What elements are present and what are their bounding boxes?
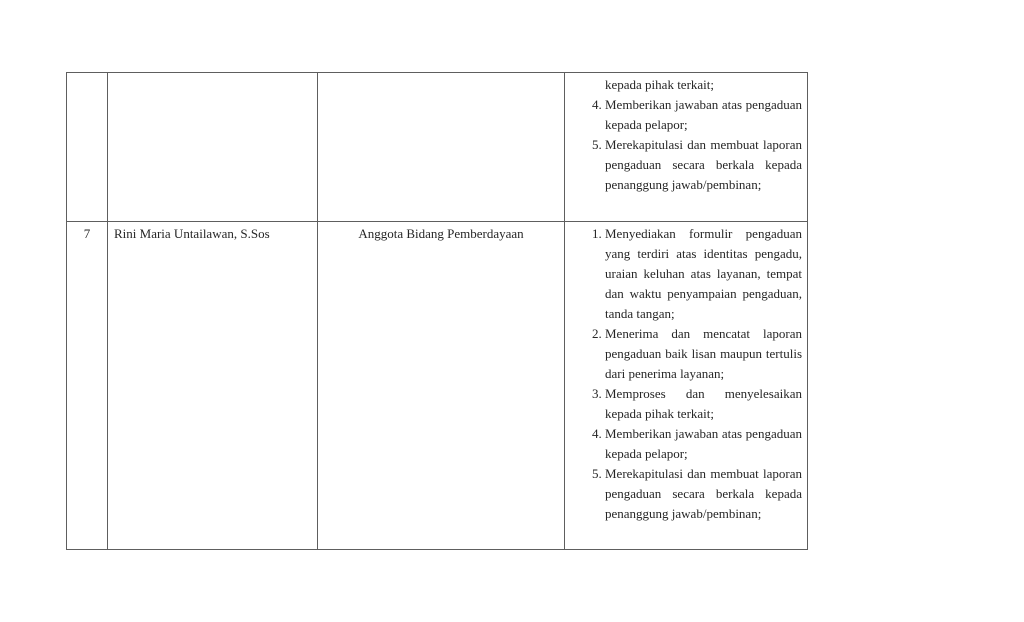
cell-name: Rini Maria Untailawan, S.Sos (108, 222, 318, 550)
cell-position: Anggota Bidang Pemberdayaan (318, 222, 565, 550)
cell-duties (565, 222, 808, 550)
duty-item: 5. Merekapitulasi dan membuat laporan pengaduan secara berkala kepada penanggung jawab/pembinan; (605, 135, 802, 195)
duties-table (66, 72, 808, 550)
table-row-continuation (67, 73, 808, 222)
cell-number-empty (67, 73, 108, 222)
duty-item: 4. Memberikan jawaban atas pengaduan kepada pelapor; (605, 424, 802, 464)
table-row-7 (67, 222, 808, 550)
cell-duties-continuation (565, 73, 808, 222)
cell-name-empty (108, 73, 318, 222)
duty-item: 5. Merekapitulasi dan membuat laporan pengaduan secara berkala kepada penanggung jawab/pembinan; (605, 464, 802, 524)
duty-item: 4. Memberikan jawaban atas pengaduan kepada pelapor; (605, 95, 802, 135)
duties-list-continuation (565, 95, 802, 195)
duty-item: 3. Memproses dan menyelesaikan kepada pihak terkait; (605, 384, 802, 424)
duty-item: 1. Menyediakan formulir pengaduan yang terdiri atas identitas pengadu, uraian keluhan atas layanan, tempat dan waktu penyampaian pengaduan, tanda tangan; (605, 224, 802, 324)
duties-list (565, 224, 802, 524)
duty-continuation-line: kepada pihak terkait; (605, 77, 715, 92)
cell-position-empty (318, 73, 565, 222)
cell-number: 7 (67, 222, 108, 550)
duty-item: 2. Menerima dan mencatat laporan pengaduan baik lisan maupun tertulis dari penerima layanan; (605, 324, 802, 384)
